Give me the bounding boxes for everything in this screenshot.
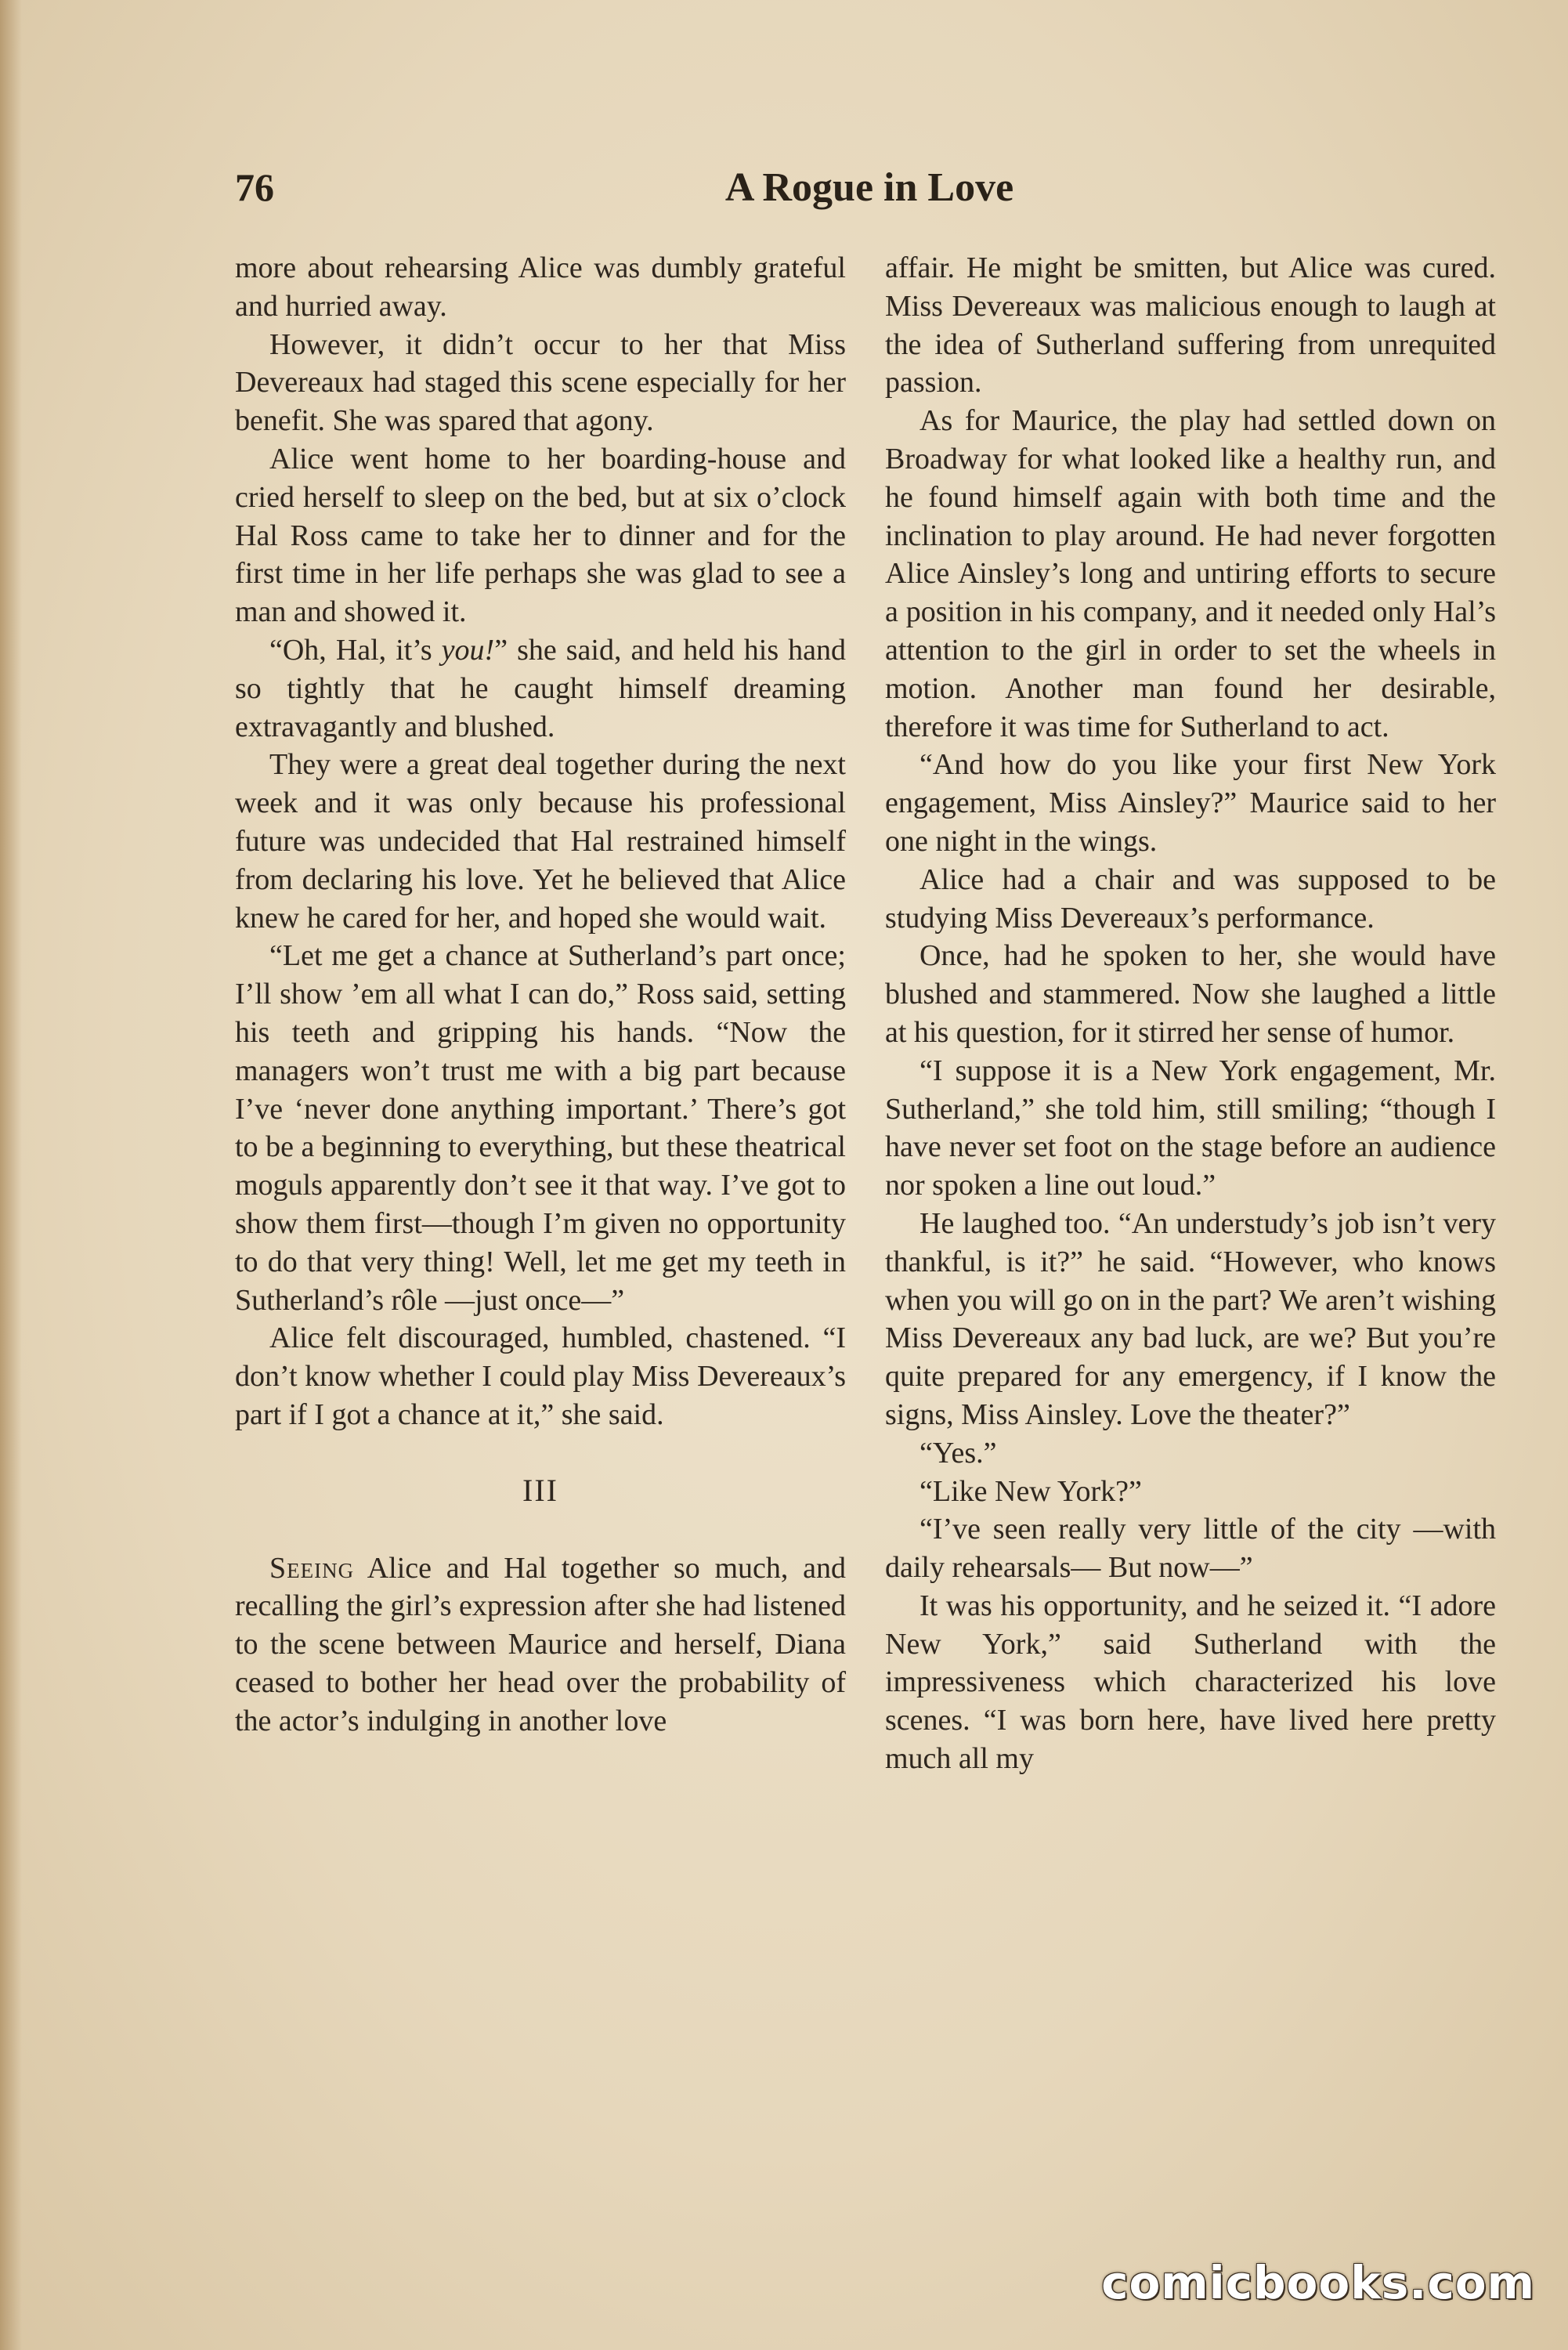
text-span: ” she said, and held his hand so tightly that he caught himself dreaming extravagantly and blushed. xyxy=(235,633,847,743)
paragraph: Alice went home to her boarding-house and cried herself to sleep on the bed, but at six o’clock Hal Ross came to take her to dinner and for the first time in her life perhaps she was glad to see a man and showed it. xyxy=(235,442,846,629)
paragraph: “Yes.” xyxy=(919,1436,997,1470)
watermark: comicbooks.com xyxy=(1101,2256,1535,2309)
paragraph: affair. He might be smitten, but Alice was cured. Miss Devereaux was malicious enough to laugh at the idea of Sutherland suffering from unrequited passion. xyxy=(885,251,1496,400)
paragraph: They were a great deal together during the next week and it was only because his professional future was undecided that Hal restrained himself from declaring his love. Yet he believed that Alice knew he cared for her, and hoped she would wait. xyxy=(235,748,846,935)
paragraph: Once, had he spoken to her, she would have blushed and stammered. Now she laughed a little at his question, for it stirred her sense of humor. xyxy=(885,939,1496,1049)
paragraph: more about rehearsing Alice was dumbly grateful and hurried away. xyxy=(235,251,846,323)
emphasis-text: you! xyxy=(441,633,495,667)
paragraph: Alice had a chair and was supposed to be studying Miss Devereaux’s performance. xyxy=(885,862,1496,935)
left-column xyxy=(235,249,846,1740)
page-number: 76 xyxy=(235,165,274,209)
paragraph: However, it didn’t occur to her that Miss Devereaux had staged this scene especially for her benefit. She was spared that agony. xyxy=(235,327,846,438)
paragraph: As for Maurice, the play had settled down on Broadway for what looked like a healthy run, and he found himself again with both time and the inclination to play around. He had never forgotten Alice Ainsley’s long and untiring efforts to secure a position in his company, and it needed only Hal’s attention to the girl in order to set the wheels in motion. Another man found her desirable, therefore it was time for Sutherland to act. xyxy=(885,404,1496,743)
paragraph: It was his opportunity, and he seized it. “I adore New York,” said Sutherland with the impressiveness which characterized his love scenes. “I was born here, have lived here pretty much all my xyxy=(885,1589,1496,1776)
paragraph: “I suppose it is a New York engagement, Mr. Sutherland,” she told him, still smiling; “though I have never set foot on the stage before an audience nor spoken a line out loud.” xyxy=(885,1054,1496,1202)
right-column xyxy=(885,249,1496,1778)
text-span: Alice and Hal together so much, and recalling the girl’s expression after she had listened to the scene between Maurice and herself, Diana ceased to bother her head over the probability of the actor’s indulging in another love xyxy=(235,1551,846,1737)
paragraph: “And how do you like your first New York engagement, Miss Ainsley?” Maurice said to her one night in the wings. xyxy=(885,748,1496,858)
small-caps-lead: Seeing xyxy=(269,1551,355,1585)
page-header xyxy=(235,164,1504,219)
paragraph: “I’ve seen really very little of the city —with daily rehearsals— But now—” xyxy=(885,1513,1496,1585)
text-span: “Oh, Hal, it’s xyxy=(269,633,442,667)
paragraph: Alice felt discouraged, humbled, chastened. “I don’t know whether I could play Miss Devereaux’s part if I got a chance at it,” she said. xyxy=(235,1321,846,1431)
paragraph: “Let me get a chance at Sutherland’s part once; I’ll show ’em all what I can do,” Ross said, setting his teeth and gripping his hands. “Now the managers won’t trust me with a big part because I’ve ‘never done anything important.’ There’s got to be a beginning to everything, but these theatrical moguls apparently don’t see it that way. I’ve got to show them first—though I’m given no opportunity to do that very thing! Well, let me get my teeth in Sutherland’s rôle —just once—” xyxy=(235,939,846,1317)
section-heading: III xyxy=(522,1472,558,1508)
page-edge-shadow xyxy=(0,0,22,2350)
paragraph xyxy=(235,631,846,746)
paragraph xyxy=(235,1549,846,1741)
paragraph: He laughed too. “An understudy’s job isn’t very thankful, is it?” he said. “However, who knows when you will go on in the part? We aren’t wishing Miss Devereaux any bad luck, are we? But you’re quite prepared for any emergency, if I know the signs, Miss Ainsley. Love the theater?” xyxy=(885,1206,1496,1431)
running-title: A Rogue in Love xyxy=(724,165,1014,210)
paragraph: “Like New York?” xyxy=(919,1474,1142,1508)
